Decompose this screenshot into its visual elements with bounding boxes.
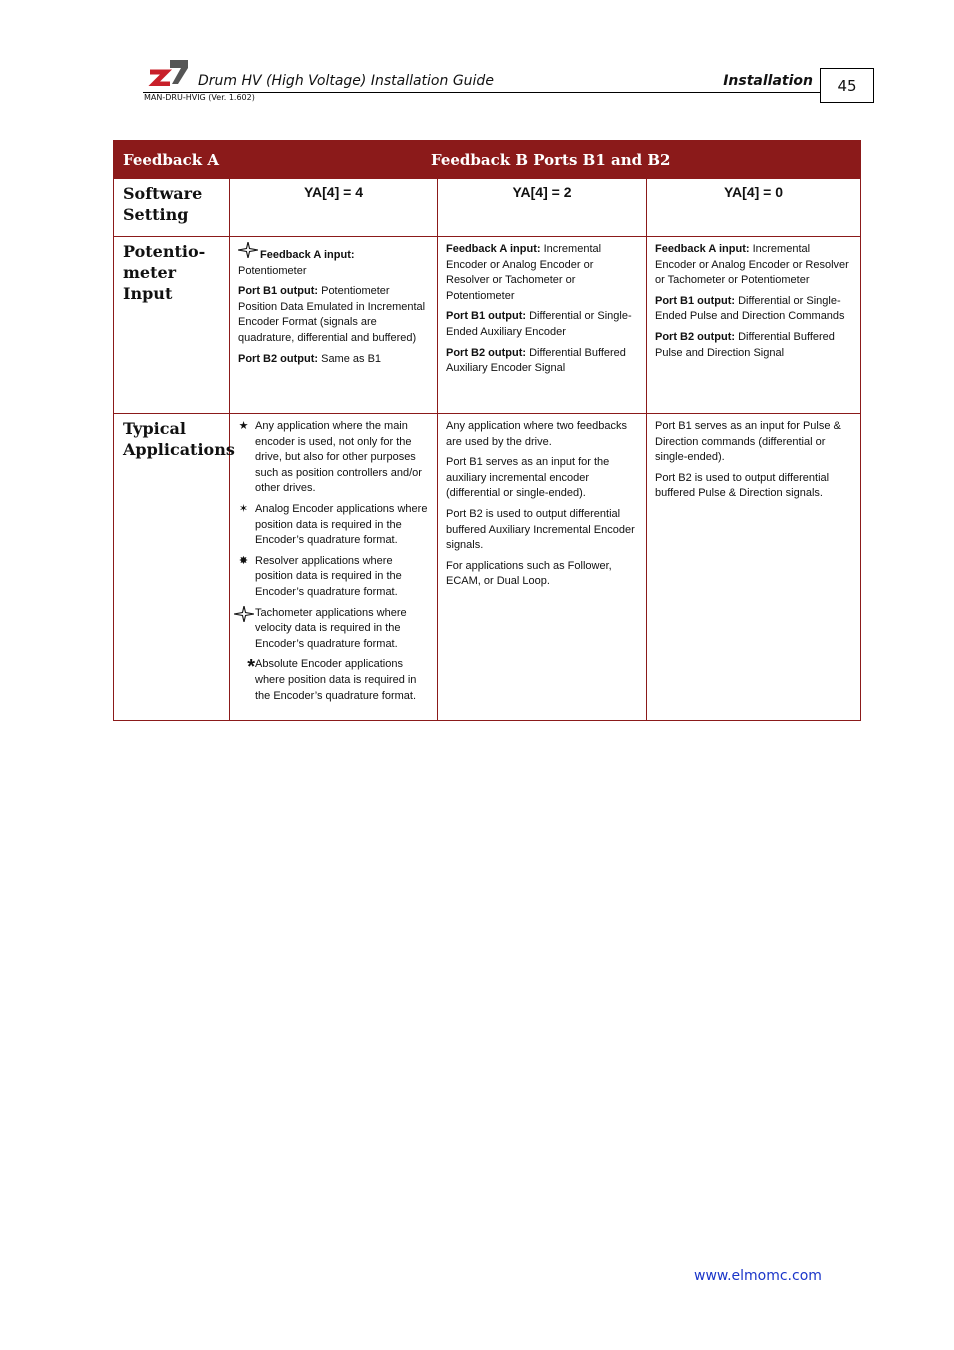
list-item: Tachometer applications where velocity data is required in the Encoder’s quadrature format. (232, 606, 429, 653)
software-setting-col2: YA[4] = 2 (438, 179, 647, 237)
potentiometer-col2: Feedback A input: Incremental Encoder or Analog Encoder or Resolver or Tachometer or Potentiometer Port B1 output: Differential or Single-Ended Auxiliary Encoder Port B2 output: Differential Buffered Auxiliary Encoder Signal (438, 237, 647, 414)
six-point-star-icon: ✶ (238, 502, 249, 515)
header-feedback-b: Feedback B Ports B1 and B2 (230, 141, 861, 179)
table-row (114, 237, 861, 414)
document-version: MAN-DRU-HVIG (Ver. 1.602) (144, 93, 255, 102)
section-title: Installation (723, 73, 813, 89)
four-point-star-icon (238, 242, 260, 264)
table-row (114, 414, 861, 721)
row-label-software: Software Setting (114, 179, 230, 237)
small-star-icon: ★ (238, 420, 249, 432)
software-setting-col1: YA[4] = 4 (230, 179, 438, 237)
four-point-star-icon (232, 606, 255, 653)
software-setting-col3: YA[4] = 0 (647, 179, 861, 237)
list-item: ✶ Analog Encoder applications where position data is required in the Encoder’s quadrature format. (232, 502, 429, 549)
header-feedback-a: Feedback A (114, 141, 230, 179)
page-number: 45 (820, 68, 874, 103)
potentiometer-col1: Feedback A input: Potentiometer Port B1 output: Potentiometer Position Data Emulated in Incremental Encoder Format (signals are quadrature, differential and buffered) Port B2 output: Same as B1 (230, 237, 438, 414)
applications-col1 (230, 414, 438, 721)
list-item: ✸ Resolver applications where position data is required in the Encoder’s quadrature format. (232, 554, 429, 601)
burst-star-icon: ✸ (238, 554, 249, 567)
asterisk-icon: * (247, 656, 255, 679)
document-title: Drum HV (High Voltage) Installation Guide (198, 73, 494, 89)
applications-col2: Any application where two feedbacks are used by the drive. Port B1 serves as an input for the auxiliary incremental encoder (differential or single-ended). Port B2 is used to output differential buffered Auxiliary Incremental Encoder signals. For applications such as Follower, ECAM, or Dual Loop. (438, 414, 647, 721)
table-header-row (114, 141, 861, 179)
feedback-table (113, 140, 861, 721)
website-link[interactable]: www.elmomc.com (694, 1268, 822, 1284)
potentiometer-col3: Feedback A input: Incremental Encoder or Analog Encoder or Resolver or Tachometer or Potentiometer Port B1 output: Differential or Single-Ended Pulse and Direction Commands Port B2 output: Differential Buffered Pulse and Direction Signal (647, 237, 861, 414)
applications-col3: Port B1 serves as an input for Pulse & Direction commands (differential or single-ended). Port B2 is used to output differential buffered Pulse & Direction signals. (647, 414, 861, 721)
company-logo (148, 58, 190, 86)
row-label-applications: Typical Applications (114, 414, 230, 721)
row-label-potentiometer: Potentio-meter Input (114, 237, 230, 414)
table-row (114, 179, 861, 237)
list-item: * Absolute Encoder applications where position data is required in the Encoder’s quadrature format. (232, 657, 429, 704)
list-item: ★ Any application where the main encoder is used, not only for the drive, but also for other purposes such as position controllers and/or other drives. (232, 419, 429, 497)
